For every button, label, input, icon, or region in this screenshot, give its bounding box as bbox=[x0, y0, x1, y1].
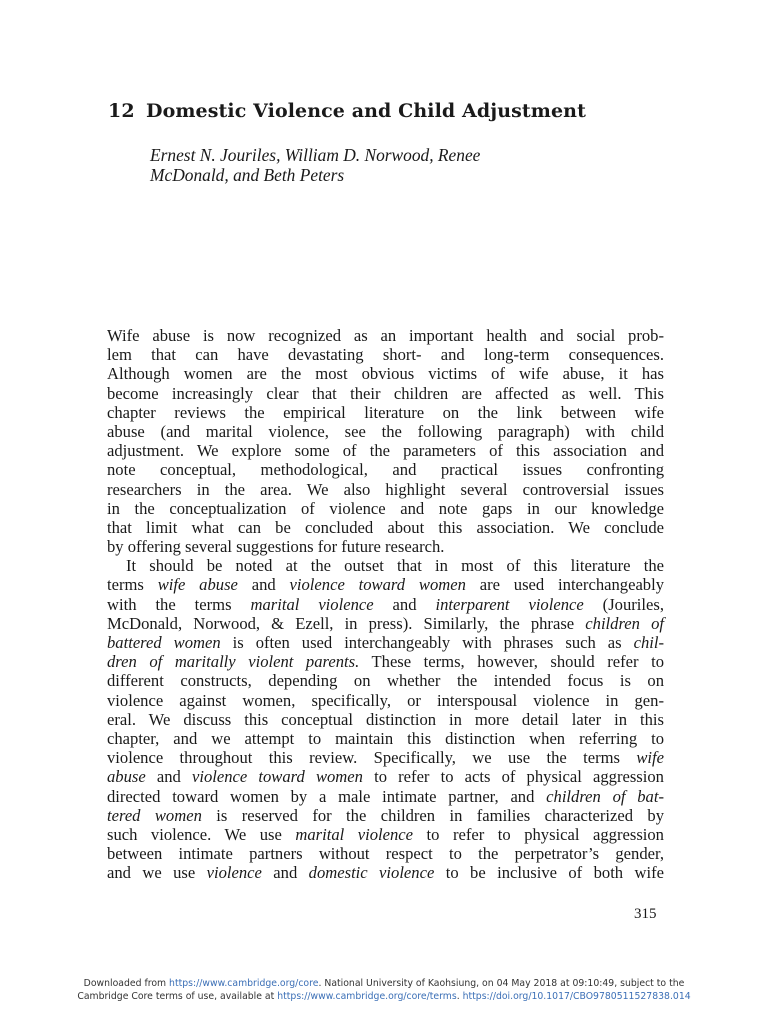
italic-term: dren of maritally violent parents. bbox=[107, 652, 360, 672]
cambridge-core-link[interactable]: https://www.cambridge.org/core bbox=[169, 978, 319, 989]
text-line: adjustment. We explore some of the parameters of this association and bbox=[107, 441, 664, 461]
text-line: violence throughout this review. Specifically, we use the terms wife bbox=[107, 748, 664, 768]
download-footer bbox=[0, 977, 768, 1003]
text-line: that limit what can be concluded about this association. We conclude bbox=[107, 517, 664, 537]
text-line: eral. We discuss this conceptual distinction in more detail later in this bbox=[107, 709, 664, 729]
italic-term: marital violence bbox=[250, 594, 374, 614]
text-line: violence against women, specifically, or interspousal violence in gen- bbox=[107, 690, 664, 710]
italic-term: wife bbox=[636, 748, 664, 768]
text-line: McDonald, Norwood, & Ezell, in press). Similarly, the phrase children of bbox=[107, 613, 664, 633]
footer-line-1: Downloaded from https://www.cambridge.org/core. National University of Kaohsiung, on 04 May 2018 at 09:10:49, subject to the bbox=[83, 978, 685, 989]
italic-term: violence bbox=[206, 863, 262, 883]
text-line: lem that can have devastating short- and long-term consequences. bbox=[107, 345, 664, 365]
italic-term: violence toward women bbox=[191, 767, 363, 787]
italic-term: tered women bbox=[107, 805, 202, 825]
italic-term: domestic violence bbox=[308, 863, 435, 883]
terms-link[interactable]: https://www.cambridge.org/core/terms bbox=[277, 991, 457, 1002]
italic-term: chil- bbox=[633, 633, 665, 652]
italic-term: wife abuse bbox=[157, 575, 238, 595]
text-line: by offering several suggestions for future research. bbox=[107, 537, 445, 557]
chapter-authors bbox=[150, 145, 480, 185]
text-line: between intimate partners without respect to the perpetrator’s gender, bbox=[107, 844, 664, 864]
text-line: chapter reviews the empirical literature on the link between wife bbox=[107, 402, 664, 422]
text-line: with the terms marital violence and interparent violence (Jouriles, bbox=[107, 594, 664, 614]
chapter-number: 12 bbox=[108, 100, 135, 122]
text-line: in the conceptualization of violence and note gaps in our knowledge bbox=[107, 498, 664, 518]
italic-term: marital violence bbox=[295, 824, 414, 844]
italic-term: children of bbox=[585, 613, 664, 633]
authors-line: McDonald, and Beth Peters bbox=[150, 165, 345, 185]
footer-line-2: Cambridge Core terms of use, available at https://www.cambridge.org/core/terms. https://doi.org/10.1017/CBO9780511527838.014 bbox=[77, 991, 691, 1002]
text-line: different constructs, depending on whether the intended focus is on bbox=[107, 671, 664, 691]
italic-term: battered women bbox=[107, 633, 221, 652]
text-line: note conceptual, methodological, and practical issues confronting bbox=[107, 460, 664, 480]
text-line: abuse and violence toward women to refer to acts of physical aggression bbox=[107, 767, 664, 787]
text-line: It should be noted at the outset that in most of this literature the bbox=[126, 556, 664, 576]
text-line: terms wife abuse and violence toward women are used interchangeably bbox=[107, 575, 665, 595]
italic-term: interparent violence bbox=[435, 594, 584, 614]
text-line: become increasingly clear that their children are affected as well. This bbox=[107, 383, 664, 403]
doi-link[interactable]: https://doi.org/10.1017/CBO9780511527838.014 bbox=[462, 991, 691, 1002]
text-line: researchers in the area. We also highlight several controversial issues bbox=[107, 479, 664, 499]
italic-term: violence toward women bbox=[289, 575, 466, 595]
text-line: dren of maritally violent parents. These terms, however, should refer to bbox=[107, 652, 664, 672]
text-line: battered women is often used interchangeably with phrases such as chil- bbox=[107, 633, 665, 652]
text-line: and we use violence and domestic violence to be inclusive of both wife bbox=[107, 863, 664, 883]
body-text bbox=[107, 326, 664, 882]
text-line: directed toward women by a male intimate partner, and children of bat- bbox=[107, 786, 664, 806]
chapter-title: Domestic Violence and Child Adjustment bbox=[146, 100, 586, 122]
italic-term: abuse bbox=[107, 767, 146, 787]
text-line: tered women is reserved for the children in families characterized by bbox=[107, 805, 665, 825]
authors-line: Ernest N. Jouriles, William D. Norwood, Renee bbox=[150, 145, 481, 165]
text-line: Although women are the most obvious victims of wife abuse, it has bbox=[107, 364, 664, 384]
text-line: chapter, and we attempt to maintain this distinction when referring to bbox=[107, 728, 664, 748]
text-line: such violence. We use marital violence to refer to physical aggression bbox=[107, 824, 664, 844]
page-number: 315 bbox=[634, 906, 657, 922]
text-line: abuse (and marital violence, see the following paragraph) with child bbox=[107, 421, 664, 441]
italic-term: children of bat- bbox=[546, 786, 664, 806]
text-line: Wife abuse is now recognized as an important health and social prob- bbox=[107, 326, 664, 345]
chapter-heading bbox=[108, 100, 586, 122]
